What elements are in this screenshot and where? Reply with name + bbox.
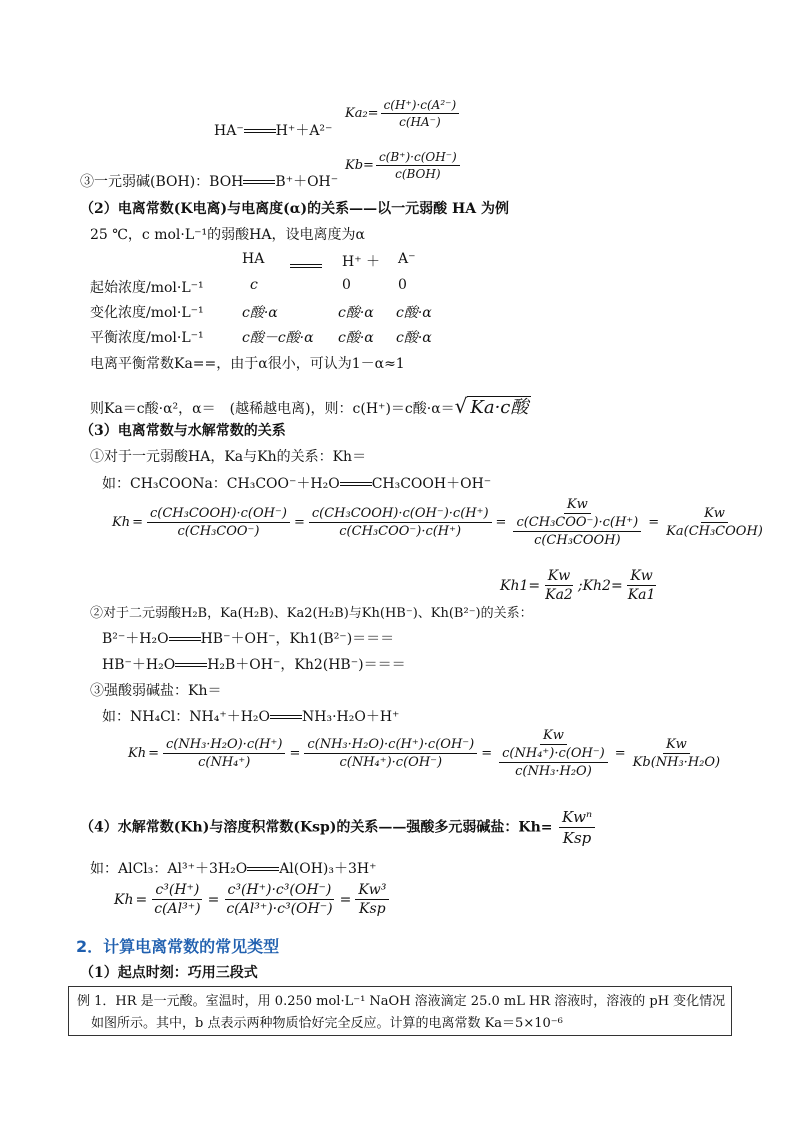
ka-approx-line: 电离平衡常数Ka==，由于α很小，可认为1－α≈1 [90, 356, 405, 372]
kh1-f2-num: c(CH₃COOH)·c(OH⁻)·c(H⁺) [309, 506, 492, 523]
example4-rhs: Al(OH)₃＋3H⁺ [279, 861, 377, 877]
b-line1 [102, 628, 394, 648]
row-change-c2: c酸·α [338, 305, 374, 321]
equilibrium-arrow-icon [270, 713, 302, 721]
kh1-f3-den-den: c(CH₃COOH) [534, 533, 621, 548]
kh-pair-separator: ; [577, 577, 583, 594]
row-change-c1: c酸·α [242, 305, 278, 321]
b-line2-lhs: HB⁻＋H₂O [102, 657, 176, 673]
kh1-f3-den [510, 514, 644, 548]
kh3-frac3 [496, 728, 611, 779]
kh4-f3-den: Ksp [359, 901, 386, 917]
equilibrium-arrow-icon [247, 865, 279, 873]
equilibrium-arrow-icon [175, 661, 207, 669]
kh1-pair-num: Kw [545, 568, 573, 586]
kh1-f1-num: c(CH₃COOH)·c(OH⁻) [147, 506, 290, 523]
kh1-frac4 [663, 506, 766, 539]
then-line-text: 则Ka＝c酸·α²，α＝ (越稀越电离)，则：c(H⁺)＝c酸·α＝ [90, 401, 455, 417]
row-start-c1: c [250, 277, 258, 293]
kh4-f3-num: Kw³ [355, 882, 389, 900]
kh1-frac3 [510, 497, 644, 548]
kh1-pair-frac [542, 568, 576, 603]
b-line1-rhs: HB⁻＋OH⁻，Kh1(B²⁻)＝＝＝ [200, 631, 395, 647]
ka2-label: Ka₂= [345, 106, 379, 121]
sec3-item2: ②对于二元弱酸H₂B，Ka(H₂B)、Ka2(H₂B)与Kh(HB⁻)、Kh(B²⁻)的关系： [90, 606, 533, 621]
sec3-title: （3）电离常数与水解常数的关系 [80, 423, 286, 439]
equilibrium-arrow-icon [243, 178, 275, 186]
kh4-formula: Kh = $\frac{\text{c³(H⁺)}}{\text{c(Al³⁺)}}$ = $\frac{\text{c³(H⁺)·c³(OH⁻)}}{\text{c(Al³⁺)·c³(OH⁻)}}$ = $\frac{\text{Kw³}}{\text{Ksp}}$ [114, 882, 391, 917]
kh2-pair-frac [625, 568, 659, 603]
kh3-frac2 [304, 737, 477, 770]
kh-ksp-num: Kwⁿ [559, 808, 595, 828]
ka2-eq-lhs: HA⁻ [214, 123, 244, 139]
kh4-frac2 [223, 882, 335, 917]
header-ha: HA [242, 251, 265, 267]
kh2-pair-num: Kw [627, 568, 655, 586]
kh1-pair-den: Ka2 [545, 587, 573, 603]
kh4-f2-num: c³(H⁺)·c³(OH⁻) [225, 882, 335, 900]
row-eq-c3: c酸·α [396, 330, 432, 346]
kb-eq-rhs: B⁺＋OH⁻ [275, 174, 339, 190]
row-start-c2: 0 [342, 277, 351, 293]
kh-ksp-fraction [559, 808, 595, 847]
kh1-formula: Kh = $\frac{\text{c(CH₃COOH)·c(OH⁻)}}{\text{c(CH₃COO⁻)}}$ = $\frac{\text{c(CH₃COOH)·c(OH⁻)·c(H⁺)}}{\text{c(CH₃COO⁻)·c(H⁺)}}$ = $\frac{Kw}{\frac{\text{c(CH₃COO⁻)·c(H⁺)}}{\text{c(CH₃COOH)}}}$ = $\frac{Kw}{\text{Ka(CH₃COOH)}}$ [112, 497, 768, 548]
sqrt-icon: √ [454, 394, 468, 418]
sec4-title: （4）水解常数(Kh)与溶度积常数(Ksp)的关系——强酸多元弱碱盐：Kh= [80, 819, 553, 836]
row-start-label: 起始浓度/mol·L⁻¹ [90, 280, 204, 296]
row-start-c3: 0 [398, 277, 407, 293]
kh1-label: Kh1= [500, 577, 541, 594]
kh3-f3-den-num: c(NH₄⁺)·c(OH⁻) [499, 746, 608, 763]
kh2-label: Kh2= [582, 577, 623, 594]
header-a: A⁻ [398, 251, 416, 267]
kh3-frac1 [163, 737, 285, 770]
ka2-den: c(HA⁻) [399, 115, 441, 129]
ka2-formula [345, 98, 461, 129]
kh3-lhs: Kh [128, 746, 147, 761]
kh1-f2-den: c(CH₃COO⁻)·c(H⁺) [339, 524, 462, 539]
kb-den: c(BOH) [395, 167, 441, 181]
kh1-frac1 [147, 506, 290, 539]
b-line2 [102, 654, 406, 674]
kh1-frac2 [309, 506, 492, 539]
sec3-item3: ③强酸弱碱盐：Kh＝ [90, 683, 222, 699]
example3-rhs: NH₃·H₂O＋H⁺ [302, 709, 400, 725]
kb-fraction [376, 150, 460, 181]
kh4-frac3 [355, 882, 389, 917]
kb-formula [345, 150, 462, 181]
row-eq-label: 平衡浓度/mol·L⁻¹ [90, 330, 204, 346]
sec3-item1: ①对于一元弱酸HA，Ka与Kh的关系：Kh＝ [90, 449, 367, 465]
kh3-f2-den: c(NH₄⁺)·c(OH⁻) [339, 755, 443, 770]
kh1-f1-den: c(CH₃COO⁻) [177, 524, 260, 539]
kb-label: Kb= [345, 158, 374, 173]
kh-ksp-den: Ksp [562, 829, 592, 847]
b-line2-rhs: H₂B＋OH⁻，Kh2(HB⁻)＝＝＝ [207, 657, 406, 673]
kh2-pair-den: Ka1 [627, 587, 656, 603]
row-eq-c2: c酸·α [338, 330, 374, 346]
then-line [90, 393, 531, 419]
row-change-label: 变化浓度/mol·L⁻¹ [90, 305, 204, 321]
ka2-equation [214, 120, 332, 140]
kh3-f4-num: Kw [663, 737, 690, 754]
kh4-lhs: Kh [114, 891, 134, 908]
example-box [68, 986, 732, 1036]
sqrt-expr: Ka·c酸 [467, 396, 531, 418]
equilibrium-arrow-icon [244, 127, 276, 135]
example3 [102, 706, 399, 726]
kh4-f2-den: c(Al³⁺)·c³(OH⁻) [226, 901, 333, 917]
sec2-title: （2）电离常数(K电离)与电离度(α)的关系——以一元弱酸 HA 为例 [80, 201, 510, 217]
kh3-f3-num: Kw [540, 728, 567, 745]
kh3-f4-den: Kb(NH₃·H₂O) [632, 755, 721, 770]
ka2-num: c(H⁺)·c(A²⁻) [381, 98, 460, 114]
kb-eq-lhs: ③一元弱碱(BOH)：BOH [80, 174, 244, 190]
example-line2: 如图所示。其中，b 点表示两种物质恰好完全反应。计算的电离常数 Ka＝5×10⁻⁶ [91, 1016, 563, 1031]
b-line1-lhs: B²⁻＋H₂O [102, 631, 169, 647]
equilibrium-arrow-icon [290, 262, 322, 270]
example1-lhs: 如：CH₃COONa：CH₃COO⁻＋H₂O [102, 476, 340, 492]
part2-sub1: （1）起点时刻：巧用三段式 [80, 965, 258, 981]
kh1-f3-den-num: c(CH₃COO⁻)·c(H⁺) [513, 515, 641, 532]
kh1-lhs: Kh [112, 515, 131, 530]
kh1-f4-den: Ka(CH₃COOH) [666, 524, 763, 539]
sec2-intro: 25 ℃，c mol·L⁻¹的弱酸HA，设电离度为α [90, 227, 365, 243]
kh-pair-formula [500, 568, 660, 603]
kh3-f1-num: c(NH₃·H₂O)·c(H⁺) [163, 737, 285, 754]
example1-rhs: CH₃COOH＋OH⁻ [371, 476, 492, 492]
example1 [102, 473, 491, 493]
kh4-f1-num: c³(H⁺) [152, 882, 202, 900]
ka2-fraction [381, 98, 460, 129]
kh3-f3-den [496, 745, 611, 779]
header-h: H⁺ ＋ [342, 254, 381, 270]
row-change-c3: c酸·α [396, 305, 432, 321]
equilibrium-arrow-icon [340, 480, 372, 488]
example4-lhs: 如：AlCl₃：Al³⁺＋3H₂O [90, 861, 248, 877]
ka2-eq-rhs: H⁺＋A²⁻ [275, 123, 333, 139]
kh4-frac1 [151, 882, 203, 917]
part2-heading: 2．计算电离常数的常见类型 [76, 937, 280, 956]
kh1-f4-num: Kw [701, 506, 728, 523]
kh4-f1-den: c(Al³⁺) [154, 901, 201, 917]
kb-equation [80, 171, 338, 191]
example3-lhs: 如：NH₄Cl：NH₄⁺＋H₂O [102, 709, 271, 725]
kb-num: c(B⁺)·c(OH⁻) [376, 150, 460, 166]
sec4-title-line [80, 808, 597, 847]
kh3-frac4 [630, 737, 723, 770]
example-line1: 例 1．HR 是一元酸。室温时，用 0.250 mol·L⁻¹ NaOH 溶液滴定 25.0 mL HR 溶液时，溶液的 pH 变化情况 [77, 994, 726, 1009]
kh3-f2-num: c(NH₃·H₂O)·c(H⁺)·c(OH⁻) [304, 737, 477, 754]
equilibrium-arrow-icon [169, 635, 201, 643]
kh1-f3-num: Kw [564, 497, 591, 514]
row-eq-c1: c酸－c酸·α [242, 330, 314, 346]
kh3-f1-den: c(NH₄⁺) [198, 755, 251, 770]
kh3-f3-den-den: c(NH₃·H₂O) [515, 764, 592, 779]
example4 [90, 858, 377, 878]
kh3-formula: Kh = $\frac{\text{c(NH₃·H₂O)·c(H⁺)}}{\text{c(NH₄⁺)}}$ = $\frac{\text{c(NH₃·H₂O)·c(H⁺)·c(OH⁻)}}{\text{c(NH₄⁺)·c(OH⁻)}}$ = $\frac{Kw}{\frac{\text{c(NH₄⁺)·c(OH⁻)}}{\text{c(NH₃·H₂O)}}}$ = $\frac{Kw}{\text{Kb(NH₃·H₂O)}}$ [128, 728, 725, 779]
